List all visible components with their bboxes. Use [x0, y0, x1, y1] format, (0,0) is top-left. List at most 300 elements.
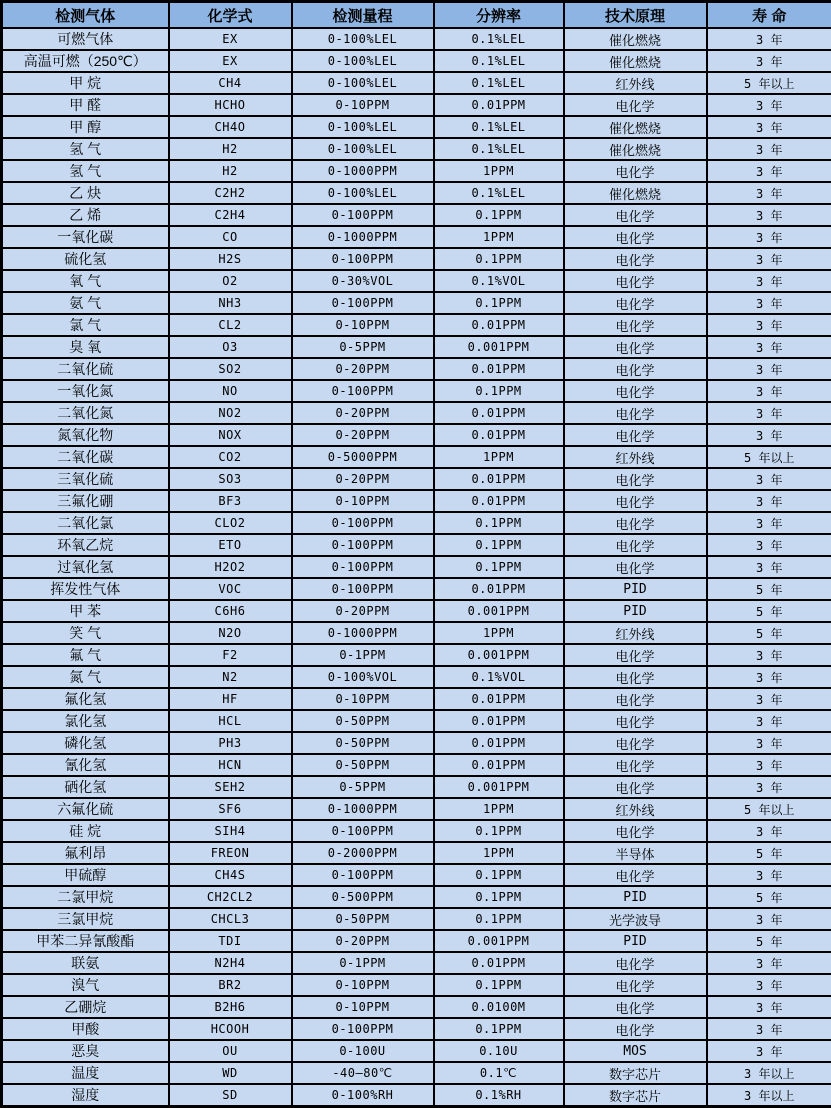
- table-cell: 0.1%LEL: [434, 50, 564, 72]
- table-row: [2, 864, 831, 886]
- table-cell: 湿度: [2, 1084, 169, 1107]
- header-cell-resolution: 分辨率: [434, 2, 564, 29]
- table-cell: 1PPM: [434, 798, 564, 820]
- table-cell: 0.1%LEL: [434, 72, 564, 94]
- table-cell: 0.01PPM: [434, 358, 564, 380]
- table-cell: 0.0100M: [434, 996, 564, 1018]
- table-cell: 溴气: [2, 974, 169, 996]
- table-cell: 氢 气: [2, 138, 169, 160]
- table-row: [2, 402, 831, 424]
- table-cell: 3 年: [707, 644, 831, 666]
- table-row: [2, 996, 831, 1018]
- table-cell: 3 年以上: [707, 1062, 831, 1084]
- table-cell: 电化学: [564, 94, 707, 116]
- table-cell: 0.1PPM: [434, 1018, 564, 1040]
- table-cell: 3 年: [707, 94, 831, 116]
- table-row: [2, 72, 831, 94]
- table-cell: 1PPM: [434, 622, 564, 644]
- header-cell-range: 检测量程: [292, 2, 434, 29]
- header-cell-gas: 检测气体: [2, 2, 169, 29]
- table-cell: 电化学: [564, 688, 707, 710]
- table-row: [2, 644, 831, 666]
- table-cell: 三氟化硼: [2, 490, 169, 512]
- table-cell: 1PPM: [434, 842, 564, 864]
- table-cell: 3 年: [707, 732, 831, 754]
- table-cell: 0.01PPM: [434, 688, 564, 710]
- table-cell: 电化学: [564, 490, 707, 512]
- table-cell: 0.001PPM: [434, 644, 564, 666]
- table-cell: HCHO: [169, 94, 292, 116]
- table-row: [2, 556, 831, 578]
- table-cell: 电化学: [564, 424, 707, 446]
- table-cell: 三氯甲烷: [2, 908, 169, 930]
- table-cell: 电化学: [564, 534, 707, 556]
- table-cell: 0-20PPM: [292, 358, 434, 380]
- table-row: [2, 1018, 831, 1040]
- table-row: [2, 600, 831, 622]
- table-cell: 5 年以上: [707, 446, 831, 468]
- table-cell: 甲 苯: [2, 600, 169, 622]
- table-row: [2, 248, 831, 270]
- table-cell: 0.01PPM: [434, 578, 564, 600]
- table-cell: HCL: [169, 710, 292, 732]
- table-cell: 0-50PPM: [292, 908, 434, 930]
- table-cell: 数字芯片: [564, 1084, 707, 1107]
- table-cell: 甲苯二异氰酸酯: [2, 930, 169, 952]
- table-row: [2, 842, 831, 864]
- table-cell: 0-100U: [292, 1040, 434, 1062]
- table-cell: BR2: [169, 974, 292, 996]
- table-cell: 过氧化氢: [2, 556, 169, 578]
- table-cell: 0-100PPM: [292, 512, 434, 534]
- table-cell: 0-1PPM: [292, 644, 434, 666]
- table-cell: 0.1%VOL: [434, 270, 564, 292]
- table-cell: 0.1PPM: [434, 864, 564, 886]
- table-cell: 联氨: [2, 952, 169, 974]
- table-cell: 氟 气: [2, 644, 169, 666]
- table-cell: 0.01PPM: [434, 402, 564, 424]
- table-cell: 电化学: [564, 314, 707, 336]
- table-cell: 电化学: [564, 160, 707, 182]
- table-cell: 臭 氧: [2, 336, 169, 358]
- table-row: [2, 754, 831, 776]
- table-cell: 3 年: [707, 314, 831, 336]
- table-cell: 0.1PPM: [434, 380, 564, 402]
- table-cell: 电化学: [564, 226, 707, 248]
- table-cell: 0-20PPM: [292, 402, 434, 424]
- table-cell: 可燃气体: [2, 28, 169, 50]
- table-cell: 3 年以上: [707, 1084, 831, 1107]
- table-cell: 3 年: [707, 908, 831, 930]
- table-cell: 0-100PPM: [292, 380, 434, 402]
- table-cell: 3 年: [707, 50, 831, 72]
- table-cell: 3 年: [707, 292, 831, 314]
- table-cell: 0.1℃: [434, 1062, 564, 1084]
- table-row: [2, 820, 831, 842]
- table-cell: F2: [169, 644, 292, 666]
- table-cell: HCN: [169, 754, 292, 776]
- table-cell: 0.10U: [434, 1040, 564, 1062]
- table-cell: 笑 气: [2, 622, 169, 644]
- table-cell: 0-5PPM: [292, 776, 434, 798]
- table-cell: 0-100PPM: [292, 864, 434, 886]
- table-cell: 0-50PPM: [292, 710, 434, 732]
- table-cell: 0.1PPM: [434, 556, 564, 578]
- table-cell: SIH4: [169, 820, 292, 842]
- table-cell: 3 年: [707, 974, 831, 996]
- table-cell: N2: [169, 666, 292, 688]
- table-cell: 电化学: [564, 292, 707, 314]
- table-cell: 5 年: [707, 622, 831, 644]
- table-cell: 氟利昂: [2, 842, 169, 864]
- table-cell: 0-1000PPM: [292, 226, 434, 248]
- table-cell: 3 年: [707, 424, 831, 446]
- table-cell: 半导体: [564, 842, 707, 864]
- table-cell: 0.01PPM: [434, 732, 564, 754]
- table-row: [2, 314, 831, 336]
- table-cell: 3 年: [707, 1018, 831, 1040]
- table-cell: 甲 烷: [2, 72, 169, 94]
- table-cell: SD: [169, 1084, 292, 1107]
- table-cell: 氢 气: [2, 160, 169, 182]
- table-cell: 六氟化硫: [2, 798, 169, 820]
- table-cell: HCOOH: [169, 1018, 292, 1040]
- table-cell: 0-100PPM: [292, 556, 434, 578]
- table-cell: VOC: [169, 578, 292, 600]
- table-cell: NOX: [169, 424, 292, 446]
- table-cell: FREON: [169, 842, 292, 864]
- table-cell: 1PPM: [434, 160, 564, 182]
- table-cell: 0-20PPM: [292, 468, 434, 490]
- table-cell: 0-1PPM: [292, 952, 434, 974]
- table-cell: 电化学: [564, 1018, 707, 1040]
- table-row: [2, 292, 831, 314]
- table-cell: 二氧化碳: [2, 446, 169, 468]
- table-cell: CO2: [169, 446, 292, 468]
- table-row: [2, 336, 831, 358]
- table-cell: 催化燃烧: [564, 116, 707, 138]
- table-cell: 0-100PPM: [292, 820, 434, 842]
- header-cell-principle: 技术原理: [564, 2, 707, 29]
- table-cell: N2O: [169, 622, 292, 644]
- table-cell: 0-10PPM: [292, 996, 434, 1018]
- table-cell: 数字芯片: [564, 1062, 707, 1084]
- table-cell: 一氧化碳: [2, 226, 169, 248]
- table-cell: 甲 醇: [2, 116, 169, 138]
- table-cell: 电化学: [564, 952, 707, 974]
- table-cell: OU: [169, 1040, 292, 1062]
- table-cell: 0-500PPM: [292, 886, 434, 908]
- table-cell: SEH2: [169, 776, 292, 798]
- table-cell: 3 年: [707, 204, 831, 226]
- table-cell: 3 年: [707, 996, 831, 1018]
- table-cell: 电化学: [564, 468, 707, 490]
- table-cell: 甲硫醇: [2, 864, 169, 886]
- table-row: [2, 424, 831, 446]
- table-cell: 甲酸: [2, 1018, 169, 1040]
- table-cell: 甲 醛: [2, 94, 169, 116]
- table-cell: 硫化氢: [2, 248, 169, 270]
- table-cell: 0-100%RH: [292, 1084, 434, 1107]
- table-cell: BF3: [169, 490, 292, 512]
- table-cell: 电化学: [564, 974, 707, 996]
- table-cell: 0-1000PPM: [292, 160, 434, 182]
- table-cell: 二氧化氮: [2, 402, 169, 424]
- table-cell: 1PPM: [434, 446, 564, 468]
- table-cell: 氟化氢: [2, 688, 169, 710]
- header-cell-formula: 化学式: [169, 2, 292, 29]
- table-cell: -40—80℃: [292, 1062, 434, 1084]
- table-cell: 电化学: [564, 776, 707, 798]
- table-row: [2, 622, 831, 644]
- table-cell: O3: [169, 336, 292, 358]
- table-cell: 红外线: [564, 446, 707, 468]
- table-cell: 0-100%VOL: [292, 666, 434, 688]
- table-body: [2, 28, 831, 1107]
- table-cell: 氨 气: [2, 292, 169, 314]
- table-cell: 0-20PPM: [292, 424, 434, 446]
- table-cell: 3 年: [707, 688, 831, 710]
- table-row: [2, 94, 831, 116]
- table-row: [2, 798, 831, 820]
- table-cell: 0-100%LEL: [292, 28, 434, 50]
- table-cell: 0-10PPM: [292, 688, 434, 710]
- table-cell: 5 年以上: [707, 798, 831, 820]
- table-cell: 3 年: [707, 952, 831, 974]
- table-cell: H2S: [169, 248, 292, 270]
- table-cell: CO: [169, 226, 292, 248]
- table-cell: 3 年: [707, 666, 831, 688]
- table-cell: 电化学: [564, 402, 707, 424]
- table-cell: 0-10PPM: [292, 314, 434, 336]
- table-row: [2, 226, 831, 248]
- table-row: [2, 28, 831, 50]
- table-cell: PH3: [169, 732, 292, 754]
- table-row: [2, 776, 831, 798]
- table-row: [2, 930, 831, 952]
- table-row: [2, 468, 831, 490]
- table-cell: 电化学: [564, 996, 707, 1018]
- table-cell: 3 年: [707, 402, 831, 424]
- table-row: [2, 732, 831, 754]
- table-cell: 0-2000PPM: [292, 842, 434, 864]
- table-cell: NO: [169, 380, 292, 402]
- table-cell: 3 年: [707, 534, 831, 556]
- table-row: [2, 688, 831, 710]
- table-cell: B2H6: [169, 996, 292, 1018]
- table-cell: 催化燃烧: [564, 50, 707, 72]
- table-cell: 0.01PPM: [434, 94, 564, 116]
- table-cell: 乙 炔: [2, 182, 169, 204]
- table-cell: EX: [169, 50, 292, 72]
- table-cell: 催化燃烧: [564, 138, 707, 160]
- table-row: [2, 974, 831, 996]
- table-cell: 0.1PPM: [434, 534, 564, 556]
- table-row: [2, 952, 831, 974]
- table-cell: 温度: [2, 1062, 169, 1084]
- table-cell: CH2CL2: [169, 886, 292, 908]
- table-cell: 光学波导: [564, 908, 707, 930]
- table-row: [2, 446, 831, 468]
- table-cell: 0-100PPM: [292, 204, 434, 226]
- table-cell: 3 年: [707, 710, 831, 732]
- table-cell: 0.01PPM: [434, 710, 564, 732]
- table-cell: NO2: [169, 402, 292, 424]
- table-cell: 二氧化氯: [2, 512, 169, 534]
- table-cell: 二氯甲烷: [2, 886, 169, 908]
- table-cell: 催化燃烧: [564, 28, 707, 50]
- table-cell: 0-100PPM: [292, 534, 434, 556]
- table-cell: 红外线: [564, 622, 707, 644]
- table-cell: 0-100PPM: [292, 292, 434, 314]
- table-cell: PID: [564, 930, 707, 952]
- table-cell: CH4O: [169, 116, 292, 138]
- table-cell: 三氧化硫: [2, 468, 169, 490]
- table-cell: 0-50PPM: [292, 754, 434, 776]
- table-cell: 0.1%VOL: [434, 666, 564, 688]
- table-cell: 3 年: [707, 820, 831, 842]
- table-cell: 0.1PPM: [434, 248, 564, 270]
- table-cell: 电化学: [564, 204, 707, 226]
- table-row: [2, 204, 831, 226]
- table-cell: 催化燃烧: [564, 182, 707, 204]
- table-cell: 0.1PPM: [434, 512, 564, 534]
- table-row: [2, 1062, 831, 1084]
- table-cell: 红外线: [564, 798, 707, 820]
- table-cell: 0.01PPM: [434, 424, 564, 446]
- table-cell: H2: [169, 138, 292, 160]
- table-cell: 乙 烯: [2, 204, 169, 226]
- table-cell: PID: [564, 886, 707, 908]
- table-cell: MOS: [564, 1040, 707, 1062]
- table-cell: 0.1%RH: [434, 1084, 564, 1107]
- table-cell: SF6: [169, 798, 292, 820]
- table-cell: 0.1%LEL: [434, 116, 564, 138]
- table-row: [2, 1040, 831, 1062]
- table-row: [2, 1084, 831, 1107]
- table-cell: 0.01PPM: [434, 468, 564, 490]
- table-row: [2, 358, 831, 380]
- table-cell: 0-50PPM: [292, 732, 434, 754]
- table-cell: 3 年: [707, 358, 831, 380]
- table-cell: 0.1PPM: [434, 292, 564, 314]
- table-cell: 3 年: [707, 864, 831, 886]
- table-cell: N2H4: [169, 952, 292, 974]
- table-cell: O2: [169, 270, 292, 292]
- table-cell: 3 年: [707, 160, 831, 182]
- table-cell: 0.1PPM: [434, 204, 564, 226]
- table-cell: 0.01PPM: [434, 490, 564, 512]
- table-cell: 0-1000PPM: [292, 622, 434, 644]
- table-cell: 0-100%LEL: [292, 182, 434, 204]
- table-cell: CH4S: [169, 864, 292, 886]
- table-cell: 0-100%LEL: [292, 116, 434, 138]
- table-cell: 5 年: [707, 886, 831, 908]
- table-cell: 5 年: [707, 600, 831, 622]
- table-row: [2, 270, 831, 292]
- table-cell: 3 年: [707, 336, 831, 358]
- table-cell: C2H2: [169, 182, 292, 204]
- table-cell: 0-100%LEL: [292, 138, 434, 160]
- table-cell: 0.1PPM: [434, 908, 564, 930]
- table-cell: PID: [564, 600, 707, 622]
- table-cell: 电化学: [564, 248, 707, 270]
- table-cell: 0.1PPM: [434, 820, 564, 842]
- table-cell: ETO: [169, 534, 292, 556]
- table-cell: 0-5000PPM: [292, 446, 434, 468]
- table-cell: 3 年: [707, 754, 831, 776]
- table-cell: 0-20PPM: [292, 600, 434, 622]
- table-cell: 3 年: [707, 556, 831, 578]
- table-cell: 一氧化氮: [2, 380, 169, 402]
- table-cell: 氧 气: [2, 270, 169, 292]
- table-cell: 5 年: [707, 930, 831, 952]
- table-cell: 5 年: [707, 842, 831, 864]
- table-cell: 1PPM: [434, 226, 564, 248]
- table-cell: H2: [169, 160, 292, 182]
- table-cell: 3 年: [707, 468, 831, 490]
- table-cell: 电化学: [564, 644, 707, 666]
- table-cell: 二氧化硫: [2, 358, 169, 380]
- table-cell: 3 年: [707, 226, 831, 248]
- table-cell: 0.001PPM: [434, 930, 564, 952]
- table-cell: 3 年: [707, 28, 831, 50]
- table-cell: C2H4: [169, 204, 292, 226]
- table-cell: NH3: [169, 292, 292, 314]
- table-cell: 电化学: [564, 732, 707, 754]
- table-cell: 0-100%LEL: [292, 50, 434, 72]
- table-cell: EX: [169, 28, 292, 50]
- table-row: [2, 512, 831, 534]
- table-cell: C6H6: [169, 600, 292, 622]
- table-cell: 恶臭: [2, 1040, 169, 1062]
- table-cell: 0.1%LEL: [434, 138, 564, 160]
- table-cell: 3 年: [707, 776, 831, 798]
- table-cell: 0-100PPM: [292, 578, 434, 600]
- header-row: [2, 2, 831, 29]
- table-cell: 电化学: [564, 666, 707, 688]
- table-cell: 3 年: [707, 182, 831, 204]
- table-cell: 氮 气: [2, 666, 169, 688]
- table-row: [2, 116, 831, 138]
- table-cell: 3 年: [707, 490, 831, 512]
- table-row: [2, 160, 831, 182]
- table-row: [2, 534, 831, 556]
- table-row: [2, 578, 831, 600]
- table-cell: 3 年: [707, 116, 831, 138]
- table-cell: 电化学: [564, 380, 707, 402]
- table-row: [2, 182, 831, 204]
- table-cell: 0.01PPM: [434, 314, 564, 336]
- table-cell: 0-1000PPM: [292, 798, 434, 820]
- table-cell: 5 年: [707, 578, 831, 600]
- table-cell: 电化学: [564, 336, 707, 358]
- table-cell: 0.001PPM: [434, 776, 564, 798]
- table-cell: 0.1PPM: [434, 974, 564, 996]
- table-cell: 0.1%LEL: [434, 28, 564, 50]
- table-cell: 3 年: [707, 380, 831, 402]
- table-cell: 0-100PPM: [292, 1018, 434, 1040]
- table-cell: PID: [564, 578, 707, 600]
- table-row: [2, 710, 831, 732]
- table-row: [2, 908, 831, 930]
- table-row: [2, 490, 831, 512]
- table-cell: CLO2: [169, 512, 292, 534]
- table-cell: HF: [169, 688, 292, 710]
- table-cell: 硒化氢: [2, 776, 169, 798]
- table-cell: 电化学: [564, 820, 707, 842]
- table-cell: 电化学: [564, 270, 707, 292]
